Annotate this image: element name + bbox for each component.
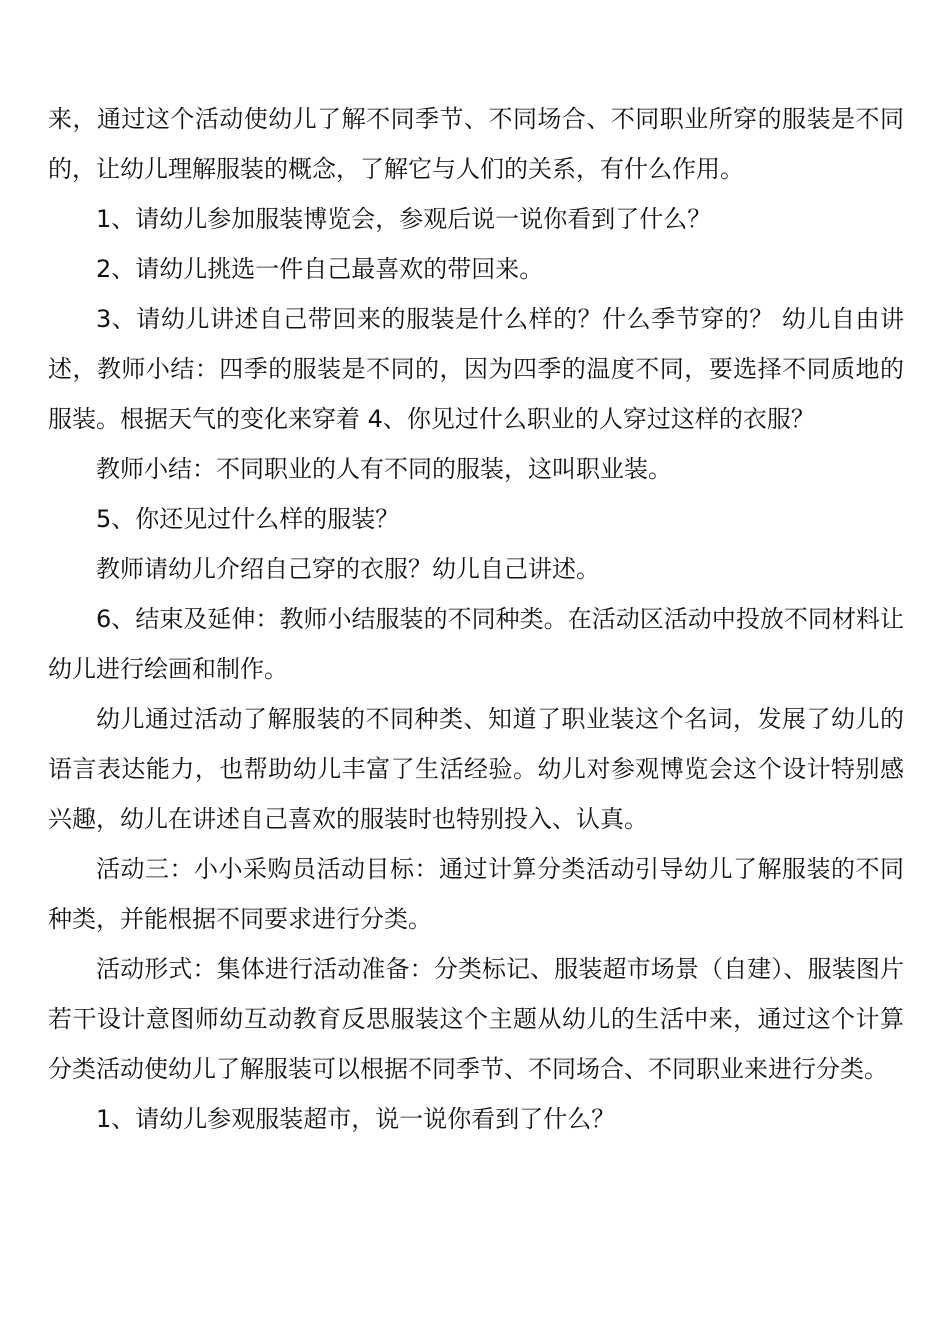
paragraph-step-5: 5、你还见过什么样的服装？	[96, 505, 400, 533]
paragraph-step-2: 2、请幼儿挑选一件自己最喜欢的带回来。	[96, 255, 544, 283]
paragraph-step-6: 6、结束及延伸：教师小结服装的不同种类。在活动区活动中投放不同材料让幼儿进行绘画和制作。	[48, 605, 904, 683]
paragraph-teacher-summary: 教师小结：不同职业的人有不同的服装，这叫职业装。	[96, 455, 672, 483]
paragraph-activity-three: 活动三：小小采购员活动目标：通过计算分类活动引导幼儿了解服装的不同种类，并能根据不同要求进行分类。	[48, 855, 904, 933]
paragraph-step-1: 1、请幼儿参加服装博览会，参观后说一说你看到了什么？	[96, 205, 712, 233]
paragraph-continuation: 来，通过这个活动使幼儿了解不同季节、不同场合、不同职业所穿的服装是不同的，让幼儿理解服装的概念，了解它与人们的关系，有什么作用。	[48, 105, 904, 183]
paragraph-teacher-invite: 教师请幼儿介绍自己穿的衣服？幼儿自己讲述。	[96, 555, 600, 583]
document-page	[48, 94, 904, 1144]
paragraph-step-1-supermarket: 1、请幼儿参观服装超市，说一说你看到了什么？	[96, 1105, 616, 1133]
paragraph-reflection: 幼儿通过活动了解服装的不同种类、知道了职业装这个名词，发展了幼儿的语言表达能力，也帮助幼儿丰富了生活经验。幼儿对参观博览会这个设计特别感兴趣，幼儿在讲述自己喜欢的服装时也特别投入、认真。	[48, 705, 904, 833]
paragraph-step-3: 3、请幼儿讲述自己带回来的服装是什么样的？什么季节穿的？ 幼儿自由讲述，教师小结：四季的服装是不同的，因为四季的温度不同，要选择不同质地的服装。根据天气的变化来穿着 4、你见过什么职业的人穿过这样的衣服？	[48, 305, 904, 433]
paragraph-activity-form: 活动形式：集体进行活动准备：分类标记、服装超市场景（自建）、服装图片若干设计意图师幼互动教育反思服装这个主题从幼儿的生活中来，通过这个计算分类活动使幼儿了解服装可以根据不同季节、不同场合、不同职业来进行分类。	[48, 955, 904, 1083]
